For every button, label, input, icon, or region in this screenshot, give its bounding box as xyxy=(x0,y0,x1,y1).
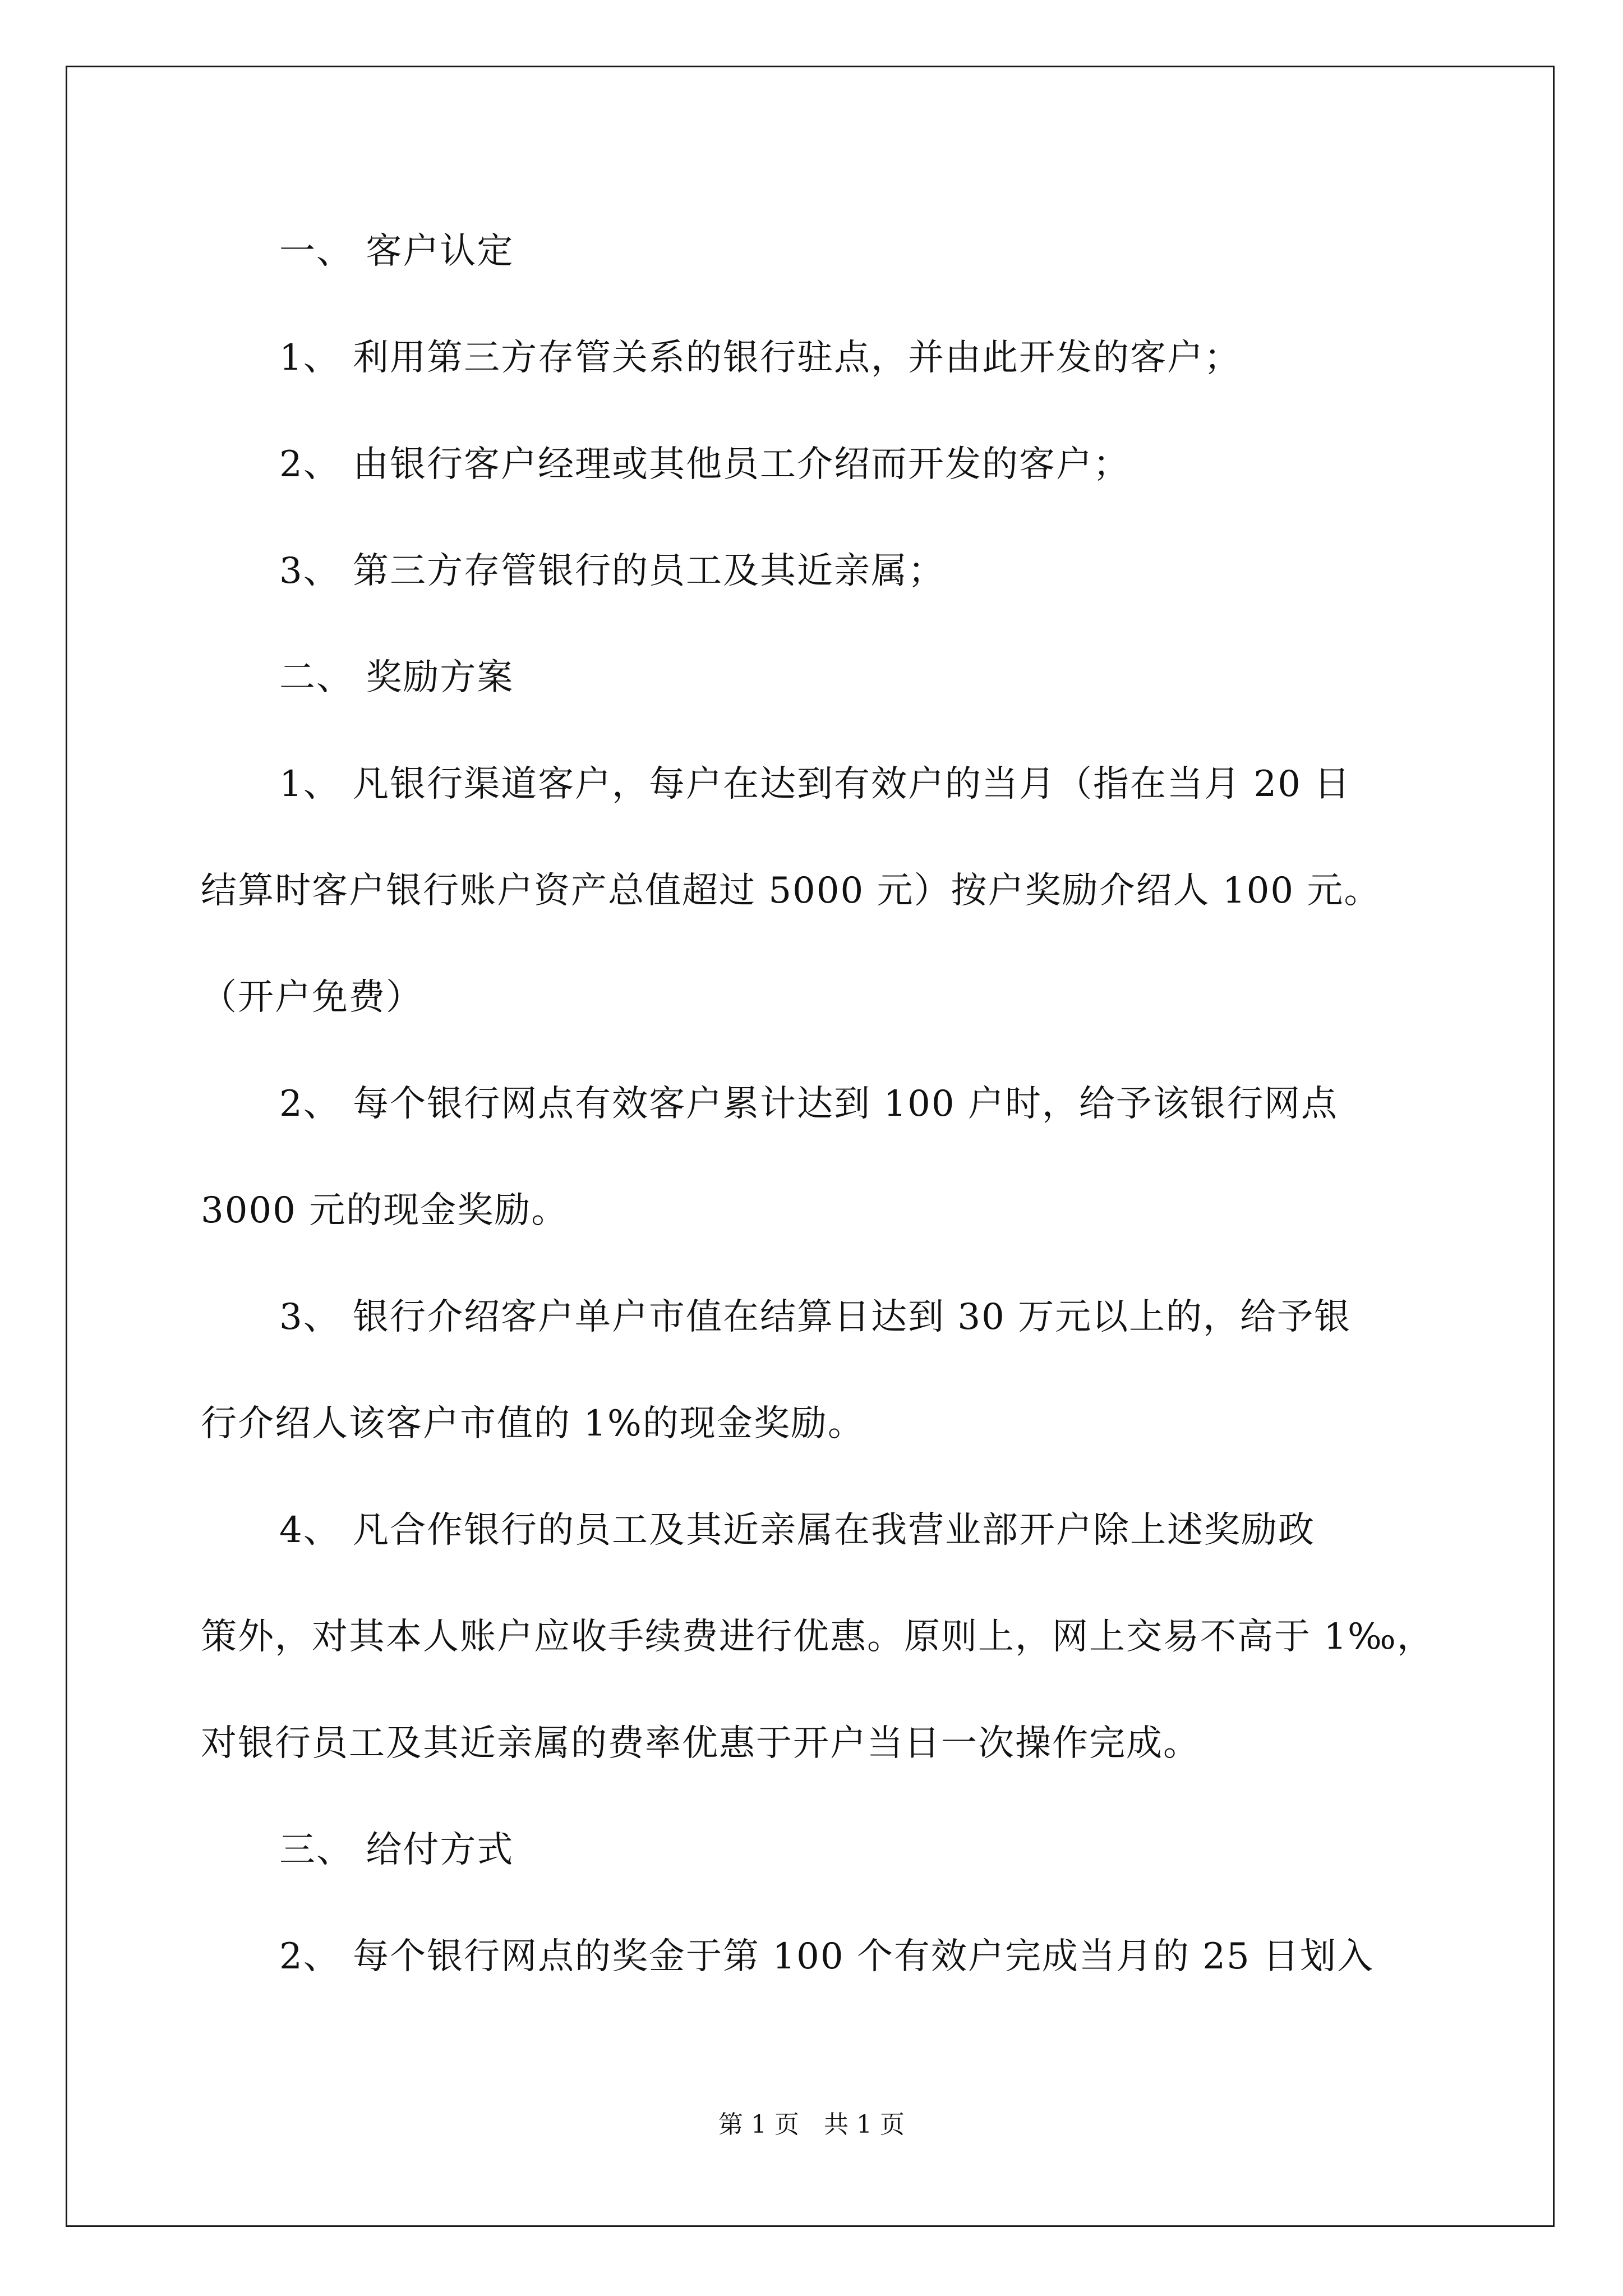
page-border xyxy=(66,66,1555,2227)
section-heading-customer-identification: 一、 客户认定 xyxy=(279,231,514,272)
paragraph-line: 4、 凡合作银行的员工及其近亲属在我营业部开户除上述奖励政 xyxy=(279,1510,1316,1551)
paragraph-line: 3、 第三方存管银行的员工及其近亲属； xyxy=(279,550,946,592)
paragraph-line: 2、 每个银行网点有效客户累计达到 100 户时，给予该银行网点 xyxy=(279,1083,1338,1125)
paragraph-line: 2、 每个银行网点的奖金于第 100 个有效户完成当月的 25 日划入 xyxy=(279,1936,1375,1977)
section-heading-payment-method: 三、 给付方式 xyxy=(279,1829,514,1871)
paragraph-line: （开户免费） xyxy=(201,977,423,1018)
page-number-footer: 第 1 页 共 1 页 xyxy=(718,2110,905,2139)
paragraph-line: 2、 由银行客户经理或其他员工介绍而开发的客户； xyxy=(279,444,1131,485)
paragraph-line: 3、 银行介绍客户单户市值在结算日达到 30 万元以上的，给予银 xyxy=(279,1296,1352,1338)
paragraph-line: 3000 元的现金奖励。 xyxy=(201,1190,569,1231)
paragraph-line: 1、 凡银行渠道客户，每户在达到有效户的当月（指在当月 20 日 xyxy=(279,763,1352,805)
paragraph-line: 1、 利用第三方存管关系的银行驻点，并由此开发的客户； xyxy=(279,337,1242,379)
section-heading-reward-plan: 二、 奖励方案 xyxy=(279,657,514,698)
paragraph-line: 策外，对其本人账户应收手续费进行优惠。原则上，网上交易不高于 1‰， xyxy=(201,1616,1434,1658)
paragraph-line: 行介绍人该客户市值的 1%的现金奖励。 xyxy=(201,1403,865,1444)
paragraph-line: 对银行员工及其近亲属的费率优惠于开户当日一次操作完成。 xyxy=(201,1723,1200,1764)
paragraph-line: 结算时客户银行账户资产总值超过 5000 元）按户奖励介绍人 100 元。 xyxy=(201,870,1381,912)
